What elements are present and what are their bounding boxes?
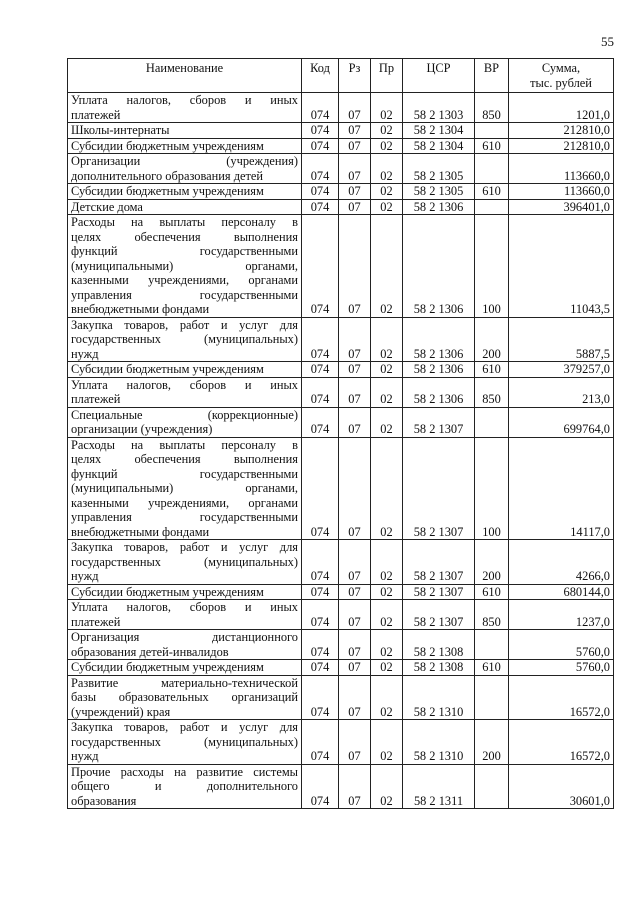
cell-name bbox=[68, 123, 302, 139]
cell-rz: 07 bbox=[339, 362, 371, 378]
cell-name-line: государственных (муниципальных) bbox=[71, 734, 298, 749]
cell-name-line: нужд bbox=[71, 749, 99, 763]
cell-vr: 850 bbox=[475, 377, 509, 407]
cell-name-line: Организация дистанционного bbox=[71, 630, 298, 644]
cell-sum: 213,0 bbox=[509, 377, 614, 407]
cell-rz: 07 bbox=[339, 675, 371, 720]
cell-rz: 07 bbox=[339, 720, 371, 765]
cell-rz: 07 bbox=[339, 317, 371, 362]
table-row bbox=[68, 362, 614, 378]
cell-vr: 610 bbox=[475, 362, 509, 378]
cell-kod: 074 bbox=[302, 675, 339, 720]
table-row bbox=[68, 600, 614, 630]
cell-sum: 16572,0 bbox=[509, 720, 614, 765]
cell-csr: 58 2 1306 bbox=[403, 215, 475, 318]
cell-csr: 58 2 1307 bbox=[403, 600, 475, 630]
cell-name-line: Школы-интернаты bbox=[71, 123, 170, 137]
cell-name-line: функций государственными bbox=[71, 466, 298, 481]
cell-sum: 113660,0 bbox=[509, 184, 614, 200]
cell-kod: 074 bbox=[302, 123, 339, 139]
table-row bbox=[68, 630, 614, 660]
cell-name-line: Расходы на выплаты персоналу в bbox=[71, 215, 298, 229]
cell-sum: 5760,0 bbox=[509, 660, 614, 676]
cell-kod: 074 bbox=[302, 437, 339, 540]
cell-name-line: казенными учреждениями, органами bbox=[71, 273, 298, 287]
cell-csr: 58 2 1306 bbox=[403, 362, 475, 378]
cell-pr: 02 bbox=[371, 184, 403, 200]
cell-vr: 850 bbox=[475, 600, 509, 630]
cell-vr: 200 bbox=[475, 317, 509, 362]
cell-csr: 58 2 1306 bbox=[403, 317, 475, 362]
cell-sum: 14117,0 bbox=[509, 437, 614, 540]
cell-pr: 02 bbox=[371, 199, 403, 215]
table-row bbox=[68, 764, 614, 809]
cell-name-line: Закупка товаров, работ и услуг для bbox=[71, 540, 298, 554]
cell-kod: 074 bbox=[302, 377, 339, 407]
cell-name-line: дополнительного образования детей bbox=[71, 168, 264, 183]
cell-vr bbox=[475, 154, 509, 184]
cell-name bbox=[68, 437, 302, 540]
cell-name bbox=[68, 630, 302, 660]
cell-rz: 07 bbox=[339, 600, 371, 630]
budget-table-container bbox=[67, 58, 613, 809]
cell-pr: 02 bbox=[371, 407, 403, 437]
cell-sum: 30601,0 bbox=[509, 764, 614, 809]
cell-kod: 074 bbox=[302, 720, 339, 765]
cell-name bbox=[68, 138, 302, 154]
cell-kod: 074 bbox=[302, 362, 339, 378]
cell-csr: 58 2 1306 bbox=[403, 377, 475, 407]
table-row bbox=[68, 437, 614, 540]
cell-rz: 07 bbox=[339, 377, 371, 407]
cell-name bbox=[68, 675, 302, 720]
cell-sum: 212810,0 bbox=[509, 138, 614, 154]
cell-sum: 212810,0 bbox=[509, 123, 614, 139]
cell-name-line: Развитие материально-технической bbox=[71, 675, 298, 690]
cell-sum: 1237,0 bbox=[509, 600, 614, 630]
table-row bbox=[68, 720, 614, 765]
header-sum-line1: Сумма, bbox=[541, 61, 581, 75]
cell-name-line: общего и дополнительного bbox=[71, 779, 298, 793]
cell-name-line: внебюджетными фондами bbox=[71, 302, 210, 316]
cell-csr: 58 2 1304 bbox=[403, 138, 475, 154]
cell-name bbox=[68, 154, 302, 184]
cell-csr: 58 2 1311 bbox=[403, 764, 475, 809]
cell-sum: 5760,0 bbox=[509, 630, 614, 660]
cell-vr bbox=[475, 407, 509, 437]
cell-name bbox=[68, 540, 302, 585]
cell-pr: 02 bbox=[371, 377, 403, 407]
cell-sum: 16572,0 bbox=[509, 675, 614, 720]
cell-name-line: Субсидии бюджетным учреждениям bbox=[71, 362, 264, 376]
header-rz: Рз bbox=[339, 59, 371, 93]
table-row bbox=[68, 660, 614, 676]
cell-kod: 074 bbox=[302, 540, 339, 585]
cell-pr: 02 bbox=[371, 660, 403, 676]
cell-kod: 074 bbox=[302, 93, 339, 123]
cell-kod: 074 bbox=[302, 138, 339, 154]
cell-rz: 07 bbox=[339, 407, 371, 437]
cell-name-line: (учреждений) края bbox=[71, 704, 171, 719]
cell-name-line: управления государственными bbox=[71, 510, 298, 524]
cell-csr: 58 2 1306 bbox=[403, 199, 475, 215]
cell-vr bbox=[475, 123, 509, 139]
cell-kod: 074 bbox=[302, 199, 339, 215]
cell-pr: 02 bbox=[371, 317, 403, 362]
header-name: Наименование bbox=[68, 59, 302, 93]
cell-vr: 610 bbox=[475, 584, 509, 600]
cell-name-line: Уплата налогов, сборов и иных bbox=[71, 93, 298, 107]
header-csr: ЦСР bbox=[403, 59, 475, 93]
cell-rz: 07 bbox=[339, 660, 371, 676]
cell-pr: 02 bbox=[371, 138, 403, 154]
cell-kod: 074 bbox=[302, 317, 339, 362]
cell-csr: 58 2 1310 bbox=[403, 675, 475, 720]
cell-name-line: государственных (муниципальных) bbox=[71, 554, 298, 569]
cell-sum: 4266,0 bbox=[509, 540, 614, 585]
cell-vr: 610 bbox=[475, 138, 509, 154]
cell-vr bbox=[475, 199, 509, 215]
cell-pr: 02 bbox=[371, 540, 403, 585]
cell-name bbox=[68, 407, 302, 437]
cell-sum: 396401,0 bbox=[509, 199, 614, 215]
cell-name bbox=[68, 600, 302, 630]
cell-name-line: Закупка товаров, работ и услуг для bbox=[71, 317, 298, 332]
cell-rz: 07 bbox=[339, 199, 371, 215]
cell-csr: 58 2 1305 bbox=[403, 154, 475, 184]
cell-name-line: платежей bbox=[71, 107, 121, 122]
cell-name-line: образования детей-инвалидов bbox=[71, 644, 229, 659]
cell-name-line: (муниципальными) органами, bbox=[71, 258, 298, 273]
cell-name-line: целях обеспечения выполнения bbox=[71, 452, 298, 466]
table-row bbox=[68, 584, 614, 600]
cell-name bbox=[68, 660, 302, 676]
cell-csr: 58 2 1308 bbox=[403, 660, 475, 676]
cell-rz: 07 bbox=[339, 630, 371, 660]
cell-name bbox=[68, 317, 302, 362]
cell-name bbox=[68, 362, 302, 378]
cell-rz: 07 bbox=[339, 184, 371, 200]
cell-csr: 58 2 1307 bbox=[403, 407, 475, 437]
table-row bbox=[68, 184, 614, 200]
cell-rz: 07 bbox=[339, 123, 371, 139]
table-row bbox=[68, 154, 614, 184]
cell-csr: 58 2 1304 bbox=[403, 123, 475, 139]
table-row bbox=[68, 123, 614, 139]
cell-kod: 074 bbox=[302, 630, 339, 660]
cell-rz: 07 bbox=[339, 154, 371, 184]
cell-pr: 02 bbox=[371, 630, 403, 660]
cell-name-line: организации (учреждения) bbox=[71, 422, 213, 436]
cell-csr: 58 2 1307 bbox=[403, 584, 475, 600]
cell-sum: 5887,5 bbox=[509, 317, 614, 362]
cell-rz: 07 bbox=[339, 764, 371, 809]
cell-name bbox=[68, 93, 302, 123]
cell-csr: 58 2 1307 bbox=[403, 437, 475, 540]
cell-rz: 07 bbox=[339, 540, 371, 585]
cell-pr: 02 bbox=[371, 123, 403, 139]
table-row bbox=[68, 540, 614, 585]
cell-vr: 200 bbox=[475, 720, 509, 765]
header-sum-line2: тыс. рублей bbox=[530, 75, 592, 90]
cell-rz: 07 bbox=[339, 584, 371, 600]
cell-name-line: платежей bbox=[71, 392, 121, 406]
header-pr: Пр bbox=[371, 59, 403, 93]
cell-name bbox=[68, 184, 302, 200]
cell-sum: 699764,0 bbox=[509, 407, 614, 437]
cell-sum: 11043,5 bbox=[509, 215, 614, 318]
table-row bbox=[68, 675, 614, 720]
cell-csr: 58 2 1305 bbox=[403, 184, 475, 200]
table-row bbox=[68, 407, 614, 437]
cell-csr: 58 2 1303 bbox=[403, 93, 475, 123]
cell-name-line: управления государственными bbox=[71, 287, 298, 302]
cell-name-line: образования bbox=[71, 793, 137, 808]
cell-kod: 074 bbox=[302, 154, 339, 184]
cell-pr: 02 bbox=[371, 93, 403, 123]
cell-kod: 074 bbox=[302, 660, 339, 676]
table-row bbox=[68, 199, 614, 215]
table-header-row bbox=[68, 59, 614, 93]
header-vr: ВР bbox=[475, 59, 509, 93]
cell-name-line: Уплата налогов, сборов и иных bbox=[71, 377, 298, 392]
cell-pr: 02 bbox=[371, 362, 403, 378]
cell-kod: 074 bbox=[302, 184, 339, 200]
cell-sum: 680144,0 bbox=[509, 584, 614, 600]
cell-name bbox=[68, 584, 302, 600]
cell-name-line: Субсидии бюджетным учреждениям bbox=[71, 660, 264, 674]
cell-kod: 074 bbox=[302, 584, 339, 600]
cell-name-line: нужд bbox=[71, 569, 99, 583]
budget-table bbox=[67, 58, 614, 809]
cell-sum: 113660,0 bbox=[509, 154, 614, 184]
cell-vr: 610 bbox=[475, 184, 509, 200]
cell-sum: 379257,0 bbox=[509, 362, 614, 378]
table-row bbox=[68, 317, 614, 362]
header-kod: Код bbox=[302, 59, 339, 93]
cell-vr: 610 bbox=[475, 660, 509, 676]
cell-name-line: Субсидии бюджетным учреждениям bbox=[71, 584, 264, 599]
cell-name-line: нужд bbox=[71, 346, 99, 361]
cell-name-line: Субсидии бюджетным учреждениям bbox=[71, 184, 264, 198]
cell-vr: 200 bbox=[475, 540, 509, 585]
cell-pr: 02 bbox=[371, 720, 403, 765]
cell-name bbox=[68, 199, 302, 215]
cell-pr: 02 bbox=[371, 600, 403, 630]
cell-kod: 074 bbox=[302, 407, 339, 437]
cell-csr: 58 2 1310 bbox=[403, 720, 475, 765]
cell-vr bbox=[475, 764, 509, 809]
table-row bbox=[68, 93, 614, 123]
cell-name-line: внебюджетными фондами bbox=[71, 524, 210, 539]
cell-csr: 58 2 1308 bbox=[403, 630, 475, 660]
cell-vr bbox=[475, 630, 509, 660]
cell-sum: 1201,0 bbox=[509, 93, 614, 123]
cell-kod: 074 bbox=[302, 215, 339, 318]
cell-rz: 07 bbox=[339, 437, 371, 540]
cell-name-line: казенными учреждениями, органами bbox=[71, 495, 298, 510]
cell-name-line: функций государственными bbox=[71, 244, 298, 258]
cell-rz: 07 bbox=[339, 138, 371, 154]
cell-name-line: Организации (учреждения) bbox=[71, 154, 298, 168]
cell-name-line: Детские дома bbox=[71, 199, 143, 214]
cell-rz: 07 bbox=[339, 93, 371, 123]
cell-csr: 58 2 1307 bbox=[403, 540, 475, 585]
table-row bbox=[68, 138, 614, 154]
cell-name-line: Специальные (коррекционные) bbox=[71, 407, 298, 422]
cell-name-line: (муниципальными) органами, bbox=[71, 481, 298, 495]
cell-pr: 02 bbox=[371, 215, 403, 318]
cell-vr: 850 bbox=[475, 93, 509, 123]
table-row bbox=[68, 377, 614, 407]
cell-vr bbox=[475, 675, 509, 720]
cell-name-line: Расходы на выплаты персоналу в bbox=[71, 437, 298, 452]
table-body bbox=[68, 93, 614, 809]
cell-name bbox=[68, 215, 302, 318]
cell-name-line: государственных (муниципальных) bbox=[71, 332, 298, 346]
cell-rz: 07 bbox=[339, 215, 371, 318]
cell-vr: 100 bbox=[475, 437, 509, 540]
header-sum bbox=[509, 59, 614, 93]
cell-pr: 02 bbox=[371, 154, 403, 184]
cell-name bbox=[68, 377, 302, 407]
cell-pr: 02 bbox=[371, 764, 403, 809]
cell-name-line: Прочие расходы на развитие системы bbox=[71, 764, 298, 779]
cell-vr: 100 bbox=[475, 215, 509, 318]
cell-pr: 02 bbox=[371, 437, 403, 540]
cell-name bbox=[68, 720, 302, 765]
cell-name-line: целях обеспечения выполнения bbox=[71, 229, 298, 244]
cell-name-line: базы образовательных организаций bbox=[71, 690, 298, 704]
cell-pr: 02 bbox=[371, 675, 403, 720]
cell-name-line: Закупка товаров, работ и услуг для bbox=[71, 720, 298, 734]
cell-name-line: Уплата налогов, сборов и иных bbox=[71, 600, 298, 614]
cell-name-line: Субсидии бюджетным учреждениям bbox=[71, 138, 264, 153]
table-row bbox=[68, 215, 614, 318]
cell-kod: 074 bbox=[302, 764, 339, 809]
cell-name-line: платежей bbox=[71, 614, 121, 629]
cell-pr: 02 bbox=[371, 584, 403, 600]
cell-name bbox=[68, 764, 302, 809]
page-number: 55 bbox=[601, 34, 614, 49]
cell-kod: 074 bbox=[302, 600, 339, 630]
